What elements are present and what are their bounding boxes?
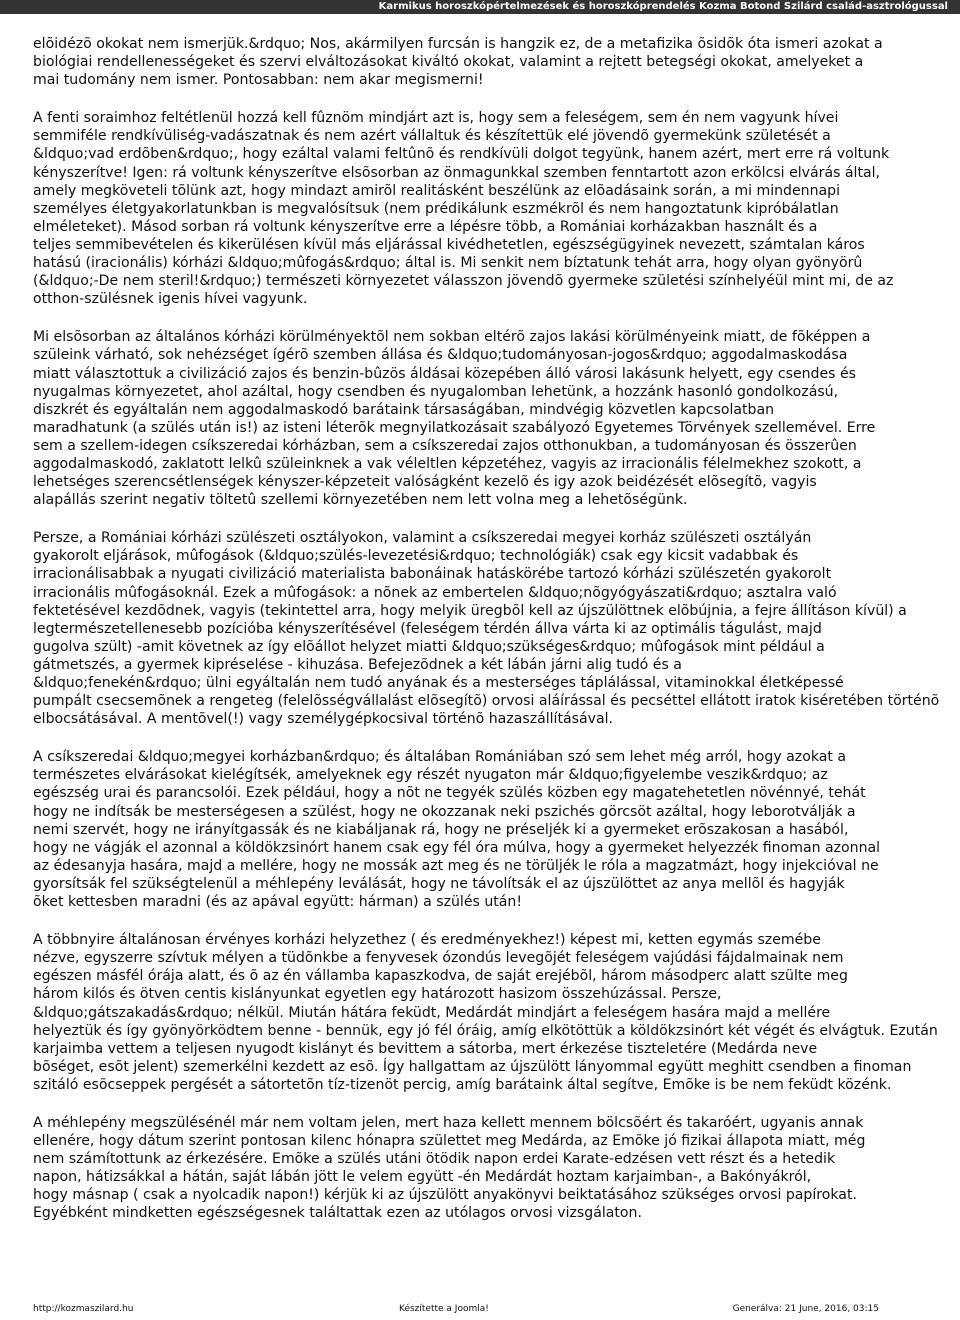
header-bar: [0, 0, 960, 14]
paragraph-1: elõidézõ okokat nem ismerjük.&rdquo; Nos, akármilyen furcsán is hangzik ez, de a metafizika õsidõk óta ismeri azokat a biológiai rendellenességeket és szervi elváltozásokat kiváltó okokat, valamint a rejtett betegségi okokat, amelyeket a mai tudomány nem ismer. Pontosabban: nem akar megismerni!: [33, 36, 883, 89]
paragraph-4: Persze, a Romániai kórházi szülészeti osztályokon, valamint a csíkszeredai megyei korház szülészeti osztályán gyakorolt eljárások, mûfogások (&ldquo;szülés-levezetési&rdquo; technológiák) csak egy kicsit vadabbak és irracionálisabbak a nyugati civilizáció materialista babonáinak hatáskörébe tartozó kórházi szülészetén gyakorolt irracionális mûfogásoknál. Ezek a mûfogások: a nõnek az embertelen &ldquo;nõgyógyászati&rdquo; asztalra való fektetésével kezdõdnek, vagyis (tekintettel arra, hogy melyik üregbõl kell az újszülöttnek elõbújnia, a fejre állításon kívül) a legtermészetellenesebb pozícióba kényszerítésével (feleségem térdén állva várta ki az optimális tágulást, majd gugolva szült) -amit követnek az így elõállot helyzet miatti &ldquo;szükséges&rdquo; mûfogások mint például a gátmetszés, a gyermek kipréselése - kihuzása. Befejezõdnek a két lábán járni alig tudó és a &ldquo;fenekén&rdquo; ülni egyáltalán nem tudó anyának és a mesterséges táplálással, vitaminokkal életképessé pumpált csecsemõnek a rengeteg (felelõsségvállalást elõsegítõ) orvosi aláírással és pecséttel ellátott iratok kiséretében történõ elbocsátásával. A mentõvel(!) vagy személygépkocsival történõ hazaszállításával.: [33, 530, 940, 728]
page-footer: [33, 1302, 879, 1316]
paragraph-5: A csíkszeredai &ldquo;megyei korházban&rdquo; és általában Romániában szó sem lehet még arról, hogy azokat a természetes elvárásokat kielégítsék, amelyeknek egy részét nyugaton már &ldquo;figyelembe veszik&rdquo; az egészség urai és parancsolói. Ezek például, hogy a nõt ne tegyék szülés közben egy magatehetetlen növénnyé, tehát hogy ne indítsák be mesterségesen a szülést, hogy ne okozzanak neki pszichés görcsöt azáltal, hogy leborotválják a nemi szervét, hogy ne irányítgassák és ne kiabáljanak rá, hogy ne préseljék ki a gyermeket erõszakosan a hasából, hogy ne vágják el azonnal a köldökzsinórt hanem csak egy fél óra múlva, hogy a gyermeket helyezzék finoman azonnal az édesanyja hasára, majd a mellére, hogy ne mossák azt meg és ne törüljék le róla a magzatmázt, hogy injekcióval ne gyorsítsák fel szükségtelenül a méhlepény leválását, hogy ne távolítsák el az újszülöttet az anya mellõl és hagyják õket kettesben maradni (és az apával együtt: hárman) a szülés után!: [33, 749, 881, 911]
paragraph-6: A többnyire általánosan érvényes korházi helyzethez ( és eredményekhez!) képest mi, ketten egymás szemébe nézve, egyszerre szívtuk mélyen a tüdõnkbe a fenyvesek ózondús levegõjét feleségem vajúdási fájdalmainak nem egészen másfél órája alatt, és õ az én vállamba kapaszkodva, de saját erejébõl, három másodperc alatt szülte meg három kilós és ötven centis kislányunkat egyetlen egy határozott hasizom összehúzással. Persze, &ldquo;gátszakadás&rdquo; nélkül. Miután hátára feküdt, Medárdát mindjárt a feleségem hasára majd a mellére helyeztük és így gyönyörködtem benne - bennük, egy jó fél óráig, amíg elkötöttük a köldökzsinórt két végét és elvágtuk. Ezután karjaimba vettem a teljesen nyugodt kislányt és bevittem a sátorba, mert érkezése tiszteletére (Medárda neve bõséget, esõt jelent) szemerkélni kezdett az esõ. Így hallgattam az újszülött lányommal együtt meghitt csendben a finoman szitáló esõcseppek pergését a sátortetõn tíz-tizenöt percig, amíg barátaink által segítve, Emõke is be nem feküdt közénk.: [33, 932, 938, 1093]
footer-joomla-credit: Készítette a Joomla!: [399, 1304, 489, 1314]
article-body: [33, 35, 960, 1243]
paragraph-3: Mi elsõsorban az általános kórházi körülményektõl nem sokban eltérõ zajos lakási körülményeink miatt, de fõképpen a szüleink várható, sok nehézséget ígérõ szemben állása és &ldquo;tudományosan-jogos&rdquo; aggodalmaskodása miatt választottuk a civilizáció zajos és benzin-bûzös áldásai közepében álló városi lakásunk helyett, egy csendes és nyugalmas környezetet, ahol azáltal, hogy csendben és nyugalomban lehetünk, a hozzánk hasonló gondolkozású, diszkrét és egyáltalán nem aggodalmaskodó barátaink társaságában, mindvégig közvetlen kapcsolatban maradhatunk (a szülés után is!) az isteni léterõk megnyilatkozásait szabályozó Egyetemes Törvények szellemével. Erre sem a szellem-idegen csíkszeredai kórházban, sem a csíkszeredai zajos otthonukban, a tudományosan és összerûen aggodalmaskodó, zaklatott lelkû szüleinknek a vak véleltlen képzetéhez, vagyis az irracionális félelmekhez szokott, a lehetséges szerencsétlenségek kényszer-képzeteit valóságként kezelõ és igy azok beidézését elõsegítõ, vagyis alapállás szerint negativ töltetû szellemi környezetében nem lett volna meg a lehetõségünk.: [33, 329, 876, 509]
footer-generated-date: Generálva: 21 June, 2016, 03:15: [732, 1304, 879, 1314]
paragraph-2: A fenti soraimhoz feltétlenül hozzá kell fûznöm mindjárt azt is, hogy sem a feleségem, sem én nem vagyunk hívei semmiféle rendkívüliség-vadászatnak és nem azért vállaltuk és készítettük elé jövendõ gyermekünk születését a &ldquo;vad erdõben&rdquo;, hogy ezáltal valami feltûnõ és rendkívüli dolgot tegyünk, hanem azért, mert erre rá voltunk kényszerítve! Igen: rá voltunk kényszerítve elsõsorban az önmagunkkal szemben fenntartott azon erkölcsi elvárás által, amely megköveteli tõlünk azt, hogy mindazt amirõl realitásként beszélünk az elõadásaink során, a mi mindennapi személyes életgyakorlatunkban is megvalósítsuk (nem prédikálunk eszmékrõl és nem hangoztatunk kipróbálatlan elméleteket). Másod sorban rá voltunk kényszerítve erre a lépésre több, a Romániai korházakban használt és a teljes semmibevételen és kikerülésen kívül más eljárással kivédhetetlen, egészségügyinek nevezett, számtalan káros hatású (iracionális) kórházi &ldquo;mûfogás&rdquo; által is. Mi senkit nem bíztatunk tehát arra, hogy olyan gyönyörû (&ldquo;-De nem steril!&rdquo;) természeti környezetet válasszon jövendõ gyermeke születési színhelyéül mint mi, de az otthon-szülésnek igenis hívei vagyunk.: [33, 110, 894, 308]
footer-url-link[interactable]: http://kozmaszilard.hu: [33, 1304, 134, 1314]
site-title: Karmikus horoszkópértelmezések és horoszkóprendelés Kozma Botond Szilárd család-asztrológussal: [378, 1, 948, 12]
paragraph-7: A méhlepény megszülésénél már nem voltam jelen, mert haza kellett mennem bölcsõért és takaróért, ugyanis annak ellenére, hogy dátum szerint pontosan kilenc hónapra születtet meg Medárda, az Emõke jó fizikai állapota miatt, még nem számítottunk az érkezésére. Emõke a szülés utáni ötödik napon erdei Karate-edzésen vett részt és a hetedik napon, hátizsákkal a hátán, saját lábán jött le velem együtt -én Medárdát hoztam karjaimban-, a Bakónyákról, hogy másnap ( csak a nyolcadik napon!) kérjük ki az újszülött anyakönyvi beiktatásához szükséges orvosi papírokat. Egyébként mindketten egészségesnek találtattak ezen az utólagos orvosi vizsgálaton.: [33, 1114, 866, 1222]
